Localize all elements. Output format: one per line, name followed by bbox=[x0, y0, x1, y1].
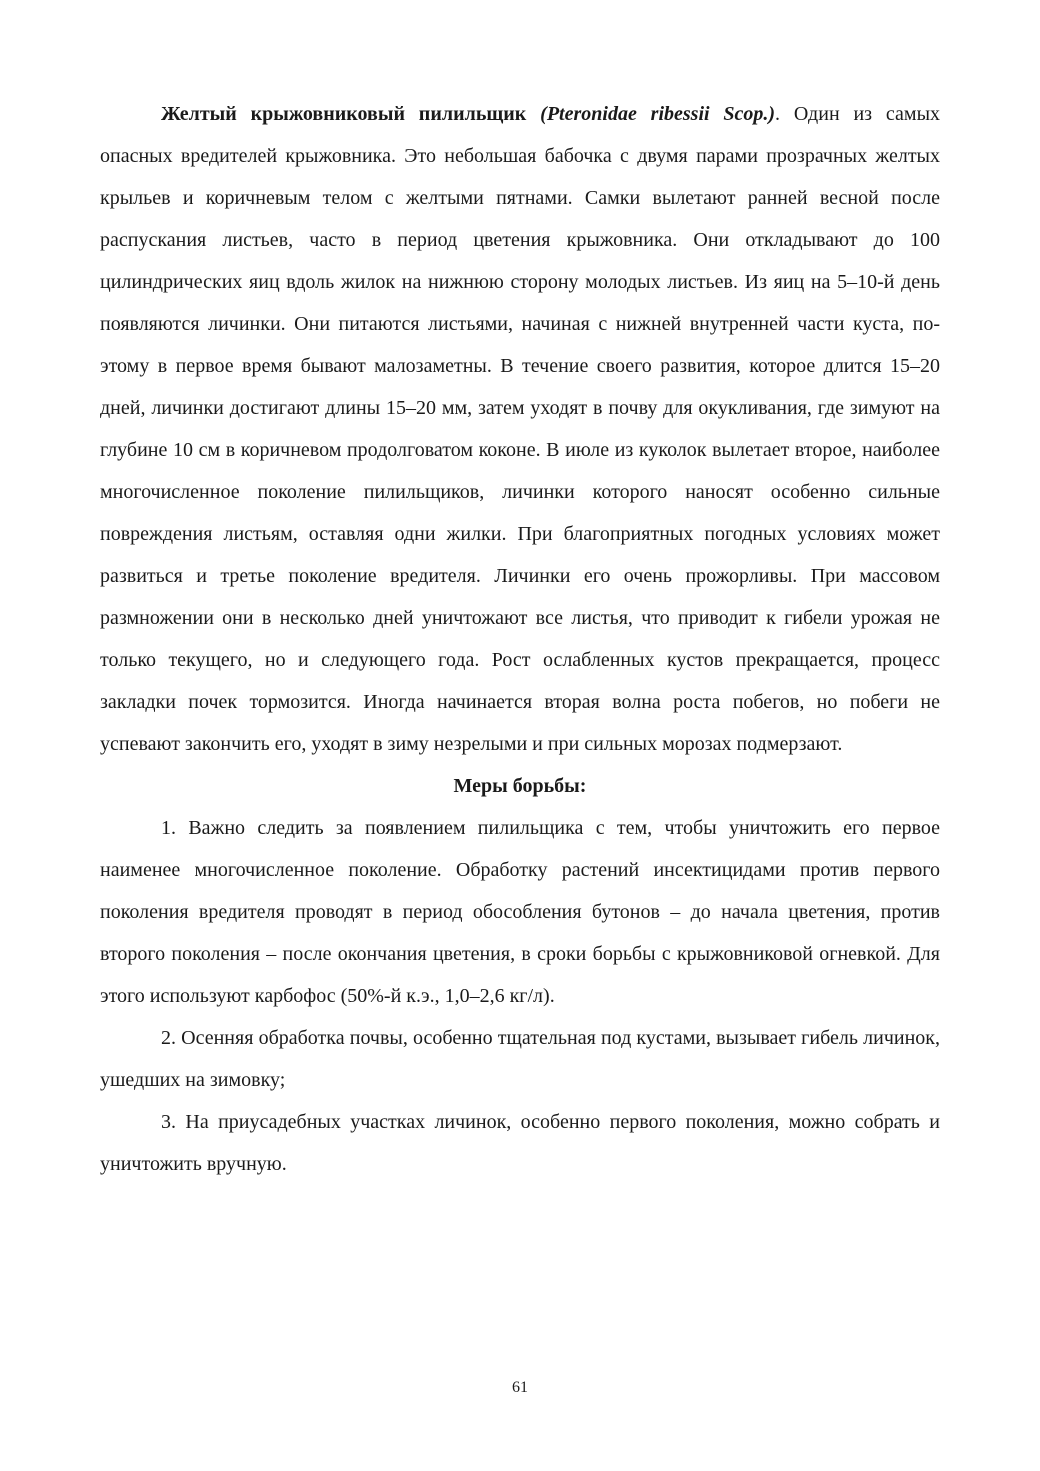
pest-latin-name: (Pteronidae ribessii Scop.) bbox=[540, 103, 776, 125]
page-number: 61 bbox=[512, 1379, 528, 1396]
section-heading: Меры борьбы: bbox=[453, 775, 587, 797]
intro-paragraph bbox=[100, 93, 940, 765]
measure-item-3: 3. На приусадебных участках личинок, особенно первого поколения, можно собрать и уничтожить вручную. bbox=[100, 1111, 940, 1175]
measure-item-2: 2. Осенняя обработка почвы, особенно тщательная под кустами, вызывает гибель личинок, ушедших на зимовку; bbox=[100, 1027, 940, 1091]
intro-text: Один из самых опасных вредителей крыжовника. Это небольшая бабочка с двумя парами прозрачных желтых крыльев и коричневым телом с желтыми пятнами. Самки вылетают ранней весной после распускания листьев, часто в период цветения крыжовника. Они откладывают до 100 цилиндрических яиц вдоль жилок на нижнюю сторону молодых листьев. Из яиц на 5–10-й день появляются личинки. Они питаются листьями, начиная с нижней внутренней части куста, поэтому в первое время бывают малозаметны. В течение своего развития, которое длится 15–20 дней, личинки достигают длины 15–20 мм, затем уходят в почву для окукливания, где зимуют на глубине 10 см в коричневом продолговатом коконе. В июле из куколок вылетает второе, наиболее многочисленное поколение пилильщиков, личинки которого наносят особенно сильные повреждения листьям, оставляя одни жилки. При благоприятных погодных условиях может развиться и третье поколение вредителя. Личинки его очень прожорливы. При массовом размножении они в несколько дней уничтожают все листья, что приводит к гибели урожая не только текущего, но и следующего года. Рост ослабленных кустов прекращается, процесс закладки почек тормозится. Иногда начинается вторая волна роста побегов, но побеги не успевают закончить его, уходят в зиму незрелыми и при сильных морозах подмерзают. bbox=[100, 103, 940, 755]
measure-item-1: 1. Важно следить за появлением пилильщика с тем, чтобы уничтожить его первое наименее многочисленное поколение. Обработку растений инсектицидами против первого поколения вредителя проводят в период обособления бутонов – до начала цветения, против второго поколения – после окончания цветения, в сроки борьбы с крыжовниковой огневкой. Для этого используют карбофос (50%-й к.э., 1,0–2,6 кг/л). bbox=[100, 817, 940, 1007]
document-page bbox=[100, 93, 940, 1185]
title-period: . bbox=[775, 103, 781, 125]
pest-name: Желтый крыжовниковый пилильщик bbox=[161, 103, 527, 125]
